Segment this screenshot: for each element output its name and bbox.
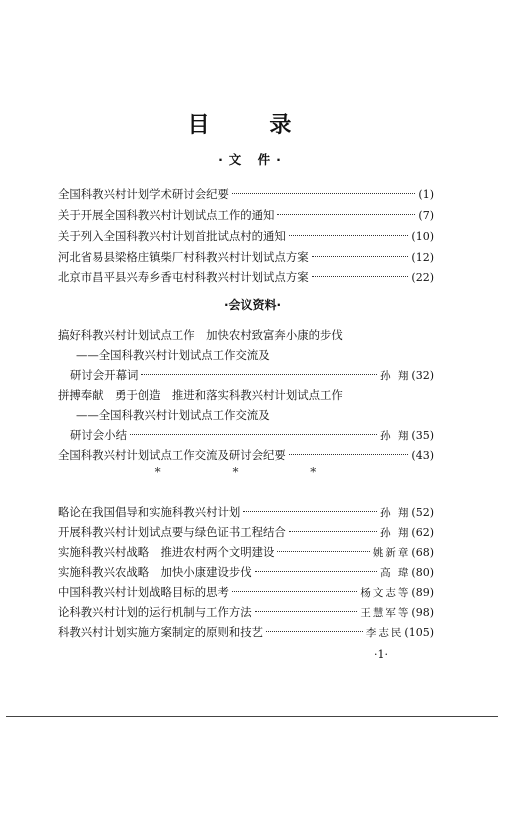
- bottom-rule: [6, 716, 498, 717]
- toc-entry-title: 拼搏奉献 勇于创造 推进和落实科教兴村计划试点工作: [58, 388, 343, 402]
- toc-entry-title: 实施科教兴村战略 推进农村两个文明建设: [58, 545, 275, 559]
- toc-entry-author: 高 瑋: [380, 567, 411, 579]
- toc-entry-page: (12): [411, 251, 434, 264]
- toc-entry-page: (22): [411, 271, 434, 284]
- toc-entry-title: ——全国科教兴村计划试点工作交流及: [76, 348, 270, 362]
- toc-entry: [58, 185, 434, 203]
- toc-entry: [58, 386, 434, 404]
- toc-entry: [58, 583, 434, 601]
- toc-entry-author: 孙 翔: [380, 527, 411, 539]
- toc-entry-title: 搞好科教兴村计划试点工作 加快农村致富奔小康的步伐: [58, 328, 343, 342]
- dot-leader: [243, 511, 377, 512]
- toc-entry-title: 科教兴村计划实施方案制定的原则和技艺: [58, 625, 264, 639]
- toc-entry: [58, 543, 434, 561]
- toc-entry-title: 研讨会小结: [70, 428, 127, 442]
- dot-leader: [289, 454, 409, 455]
- toc-entry-title: 关于列入全国科教兴村计划首批试点村的通知: [58, 229, 286, 243]
- toc-entry: [58, 503, 434, 521]
- toc-entry-title: 论科教兴村计划的运行机制与工作方法: [58, 605, 252, 619]
- toc-entry-title: 中国科教兴村计划战略目标的思考: [58, 585, 229, 599]
- toc-entry-subtitle: [76, 406, 434, 424]
- section-separator-stars: * * *: [154, 465, 351, 479]
- toc-entry-title: 关于开展全国科教兴村计划试点工作的通知: [58, 208, 275, 222]
- toc-entry-page: (35): [411, 429, 434, 442]
- toc-entry-author: 孙 翔: [380, 430, 411, 442]
- section-heading-documents: ·文 件·: [218, 152, 287, 167]
- dot-leader: [277, 214, 415, 215]
- toc-entry-title: ——全国科教兴村计划试点工作交流及: [76, 408, 270, 422]
- toc-entry-title: 略论在我国倡导和实施科教兴村计划: [58, 505, 241, 519]
- toc-entry-page: (10): [411, 230, 434, 243]
- toc-entry-page: (62): [411, 526, 434, 539]
- toc-entry: [58, 623, 434, 641]
- toc-entry-page: (80): [411, 566, 434, 579]
- toc-entry-title: 全国科教兴村计划试点工作交流及研讨会纪要: [58, 448, 286, 462]
- dot-leader: [232, 591, 358, 592]
- toc-entry-title: 北京市昌平县兴寿乡香屯村科教兴村计划试点方案: [58, 270, 309, 284]
- dot-leader: [312, 276, 409, 277]
- page-number: ·1·: [374, 648, 388, 661]
- toc-entry-page: (89): [411, 586, 434, 599]
- toc-entry: [58, 523, 434, 541]
- toc-entry: [58, 206, 434, 224]
- dot-leader: [141, 374, 377, 375]
- toc-entry-author: 孙 翔: [380, 370, 411, 382]
- toc-entry: [58, 268, 434, 286]
- toc-entry-title: 开展科教兴村计划试点要与绿色证书工程结合: [58, 525, 286, 539]
- toc-entry: [58, 446, 434, 464]
- dot-leader: [289, 235, 409, 236]
- section-heading-meeting: ·会议资料·: [223, 298, 282, 312]
- toc-entry-page: (32): [411, 369, 434, 382]
- toc-entry: [58, 227, 434, 245]
- dot-leader: [266, 631, 363, 632]
- toc-entry-page: (43): [411, 449, 434, 462]
- page-title: 目 录: [187, 113, 318, 138]
- dot-leader: [289, 531, 377, 532]
- toc-entry-title: 研讨会开幕词: [70, 368, 139, 382]
- toc-entry: [58, 248, 434, 266]
- toc-entry-author: 姚新章: [372, 547, 411, 559]
- toc-entry-page: (98): [411, 606, 434, 619]
- toc-entry: [58, 603, 434, 621]
- toc-entry-author: 杨文志等: [360, 587, 411, 599]
- dot-leader: [255, 571, 377, 572]
- toc-entry-title: 全国科教兴村计划学术研讨会纪要: [58, 187, 229, 201]
- toc-entry-author: 孙 翔: [380, 507, 411, 519]
- toc-entry-page: (7): [418, 209, 434, 222]
- toc-entry-title: 实施科教兴农战略 加快小康建设步伐: [58, 565, 252, 579]
- toc-entry-subtitle: [76, 346, 434, 364]
- dot-leader: [277, 551, 369, 552]
- toc-entry: [70, 366, 434, 384]
- toc-entry: [58, 326, 434, 344]
- dot-leader: [130, 434, 377, 435]
- toc-entry-author: 王慧军等: [360, 607, 411, 619]
- toc-entry-page: (105): [404, 626, 434, 639]
- dot-leader: [255, 611, 358, 612]
- toc-entry-page: (68): [411, 546, 434, 559]
- dot-leader: [232, 193, 416, 194]
- toc-entry-page: (1): [418, 188, 434, 201]
- dot-leader: [312, 256, 409, 257]
- toc-entry: [70, 426, 434, 444]
- toc-entry: [58, 563, 434, 581]
- toc-entry-title: 河北省易县梁格庄镇柴厂村科教兴村计划试点方案: [58, 250, 309, 264]
- toc-entry-page: (52): [411, 506, 434, 519]
- toc-entry-author: 李志民: [365, 627, 404, 639]
